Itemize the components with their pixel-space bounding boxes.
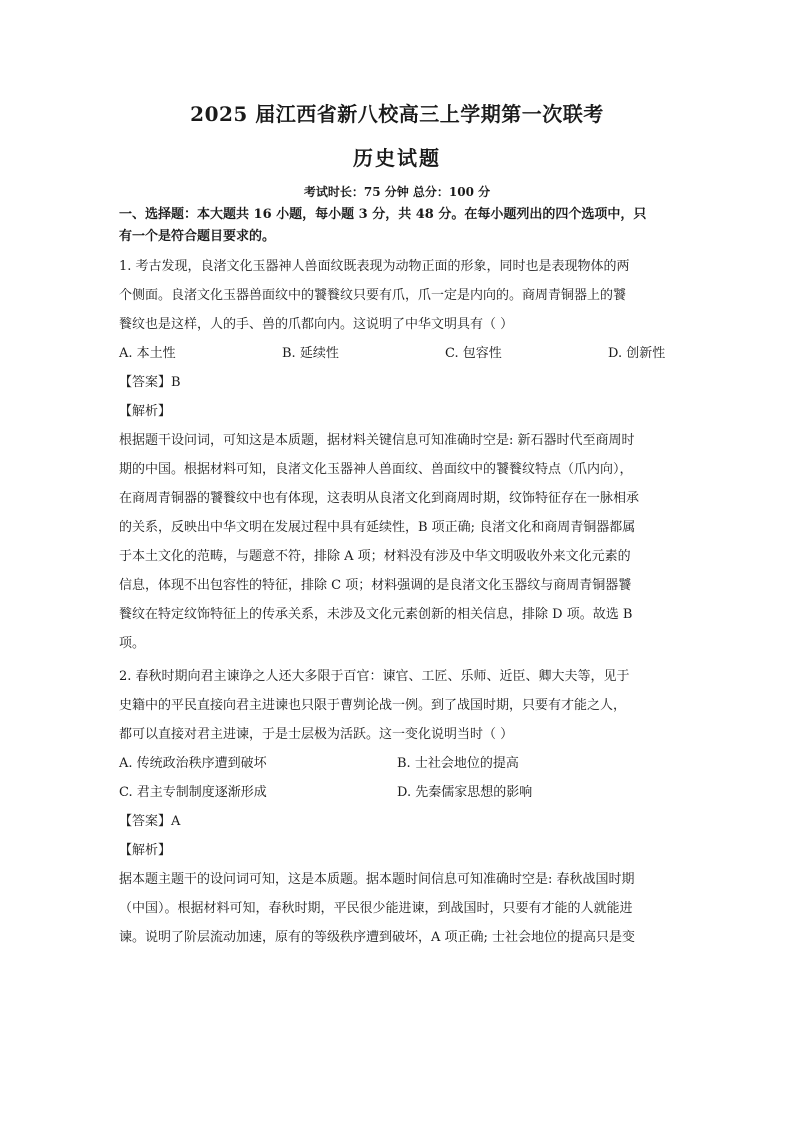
analysis-text bbox=[119, 426, 675, 658]
stem-line: 史籍中的平民直接向君主进谏也只限于曹刿论战一例。到了战国时期，只要有才能之人， bbox=[119, 698, 627, 713]
section-heading bbox=[119, 204, 675, 248]
analysis-line: 信息，体现不出包容性的特征，排除 C 项；材料强调的是良渚文化玉器纹与商周青铜器饕 bbox=[119, 578, 632, 593]
option-d: D. 创新性 bbox=[608, 346, 666, 361]
analysis-line: 据本题主题干的设问词可知，这是本质题。据本题时间信息可知准确时空是: 春秋战国时期 bbox=[119, 872, 635, 887]
page-title: 2025 届江西省新八校高三上学期第一次联考 bbox=[190, 102, 604, 126]
option-a: A. 传统政治秩序遭到破坏 bbox=[119, 756, 267, 771]
question-2 bbox=[119, 662, 675, 952]
options-row bbox=[119, 749, 675, 778]
option-a: A. 本土性 bbox=[119, 346, 176, 361]
exam-meta: 考试时长：75 分钟 总分：100 分 bbox=[303, 185, 491, 199]
stem-line: 餮纹也是这样，人的手、兽的爪都向内。这说明了中华文明具有（ ） bbox=[119, 317, 514, 332]
analysis-line: 的关系，反映出中华文明在发展过程中具有延续性，B 项正确; 良渚文化和商周青铜器都属 bbox=[119, 520, 636, 535]
section-heading-line: 一、选择题：本大题共 16 小题，每小题 3 分，共 48 分。在每小题列出的四个选项中，只 bbox=[119, 207, 647, 222]
page-subtitle: 历史试题 bbox=[353, 146, 441, 170]
question-1 bbox=[119, 252, 675, 658]
analysis-line: 项。 bbox=[119, 636, 146, 651]
analysis-line: 根据题干设问词，可知这是本质题，据材料关键信息可知准确时空是: 新石器时代至商周时 bbox=[119, 433, 635, 448]
option-d: D. 先秦儒家思想的影响 bbox=[397, 785, 533, 800]
stem-line: 个侧面。良渚文化玉器兽面纹中的饕餮纹只要有爪，爪一定是内向的。商周青铜器上的饕 bbox=[119, 288, 627, 303]
analysis-line: 于本土文化的范畴，与题意不符，排除 A 项；材料没有涉及中华文明吸收外来文化元素的 bbox=[119, 549, 631, 564]
analysis-line: 谏。说明了阶层流动加速，原有的等级秩序遭到破坏，A 项正确; 士社会地位的提高只是变 bbox=[119, 930, 636, 945]
analysis-line: 在商周青铜器的饕餮纹中也有体现，这表明从良渚文化到商周时期，纹饰特征存在一脉相承 bbox=[119, 491, 640, 506]
answer-label: 【答案】B bbox=[119, 375, 181, 390]
analysis-label: 【解析】 bbox=[119, 404, 172, 419]
analysis-line: （中国）。根据材料可知，春秋时期，平民很少能进谏，到战国时，只要有才能的人就能进 bbox=[119, 901, 633, 916]
answer-label: 【答案】A bbox=[119, 814, 181, 829]
exam-page bbox=[119, 100, 675, 952]
section-heading-line: 有一个是符合题目要求的。 bbox=[119, 229, 276, 244]
option-b: B. 延续性 bbox=[282, 346, 339, 361]
stem-line: 1. 考古发现，良渚文化玉器神人兽面纹既表现为动物正面的形象，同时也是表现物体的两 bbox=[119, 259, 630, 274]
analysis-line: 期的中国。根据材料可知，良渚文化玉器神人兽面纹、兽面纹中的饕餮纹特点（爪内向）， bbox=[119, 462, 633, 477]
options-row bbox=[119, 339, 675, 368]
option-c: C. 君主专制制度逐渐形成 bbox=[119, 785, 267, 800]
analysis-line: 餮纹在特定纹饰特征上的传承关系，未涉及文化元素创新的相关信息，排除 D 项。故选 B bbox=[119, 607, 633, 622]
analysis-label: 【解析】 bbox=[119, 843, 172, 858]
stem-line: 都可以直接对君主进谏，于是士层极为活跃。这一变化说明当时（ ） bbox=[119, 727, 514, 742]
stem-line: 2. 春秋时期向君主谏诤之人还大多限于百官：谏官、工匠、乐师、近臣、卿大夫等，见于 bbox=[119, 669, 630, 684]
option-c: C. 包容性 bbox=[445, 346, 502, 361]
options-row bbox=[119, 778, 675, 807]
question-stem bbox=[119, 662, 675, 749]
analysis-text bbox=[119, 865, 675, 952]
option-b: B. 士社会地位的提高 bbox=[397, 756, 519, 771]
question-stem bbox=[119, 252, 675, 339]
